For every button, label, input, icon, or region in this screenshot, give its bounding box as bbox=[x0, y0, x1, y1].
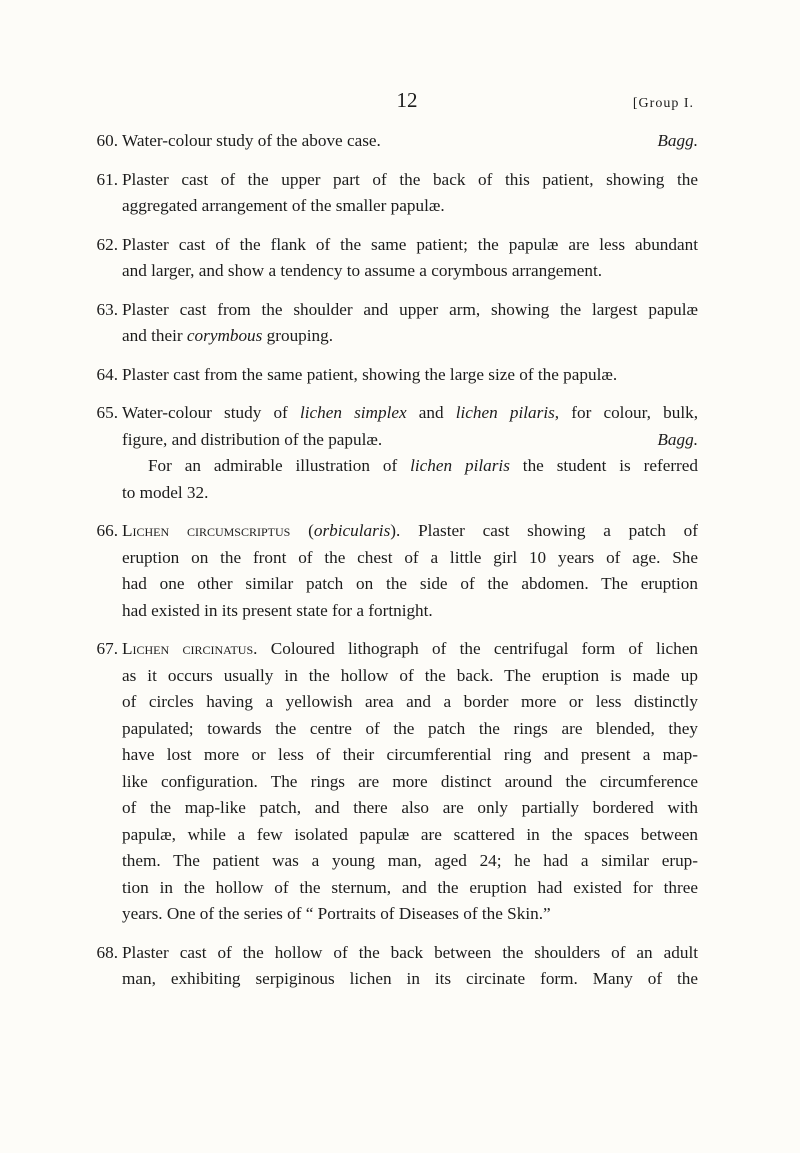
entry-line: and larger, and show a tendency to assume a corymbous arrangement. bbox=[122, 261, 603, 280]
catalogue-entry-65 bbox=[96, 400, 698, 506]
entry-line: Plaster cast of the flank of the same patient; the papulæ are less abundant bbox=[122, 234, 698, 254]
page-header bbox=[120, 86, 694, 116]
catalogue-entry-66 bbox=[96, 518, 698, 624]
entry-line bbox=[122, 636, 698, 663]
entry-line: have lost more or less of their circumferential ring and present a map- bbox=[122, 745, 698, 764]
entry-line: tion in the hollow of the sternum, and the eruption had existed for three bbox=[122, 877, 698, 897]
entry-text: Water-colour study of bbox=[122, 403, 300, 422]
entry-text: and bbox=[406, 403, 456, 422]
entry-text: Water-colour study of the above case. bbox=[122, 131, 381, 150]
entry-text: the student is referred bbox=[509, 456, 698, 475]
entry-line: them. The patient was a young man, aged 24; he had a similar erup- bbox=[122, 851, 698, 870]
entry-line: papulæ, while a few isolated papulæ are scattered in the spaces between bbox=[122, 824, 698, 844]
entry-number: 62. bbox=[96, 234, 118, 254]
entry-line bbox=[122, 323, 698, 350]
catalogue-entry-61 bbox=[96, 167, 698, 220]
catalogue-entry-68 bbox=[96, 940, 698, 993]
entry-line: had existed in its present state for a fortnight. bbox=[122, 600, 433, 620]
entry-line: man, exhibiting serpiginous lichen in its circinate form. Many of the bbox=[122, 969, 698, 988]
entry-line: papulated; towards the centre of the patch the rings are blended, they bbox=[122, 718, 698, 738]
entry-line: Plaster cast from the same patient, showing the large size of the papulæ. bbox=[122, 364, 618, 384]
page-number: 12 bbox=[396, 88, 418, 112]
entry-number: 60. bbox=[96, 131, 118, 150]
entry-number: 65. bbox=[96, 403, 118, 422]
entry-line: like configuration. The rings are more distinct around the circumference bbox=[122, 771, 698, 791]
entry-line: aggregated arrangement of the smaller papulæ. bbox=[122, 196, 445, 215]
catalogue-entry-67 bbox=[96, 636, 699, 928]
catalogue-text bbox=[96, 128, 699, 1005]
entry-text: figure, and distribution of the papulæ. bbox=[122, 429, 383, 449]
entry-number: 66. bbox=[96, 521, 118, 540]
entry-text: ( bbox=[290, 521, 314, 540]
entry-number: 64. bbox=[96, 364, 118, 384]
entry-number: 63. bbox=[96, 299, 118, 319]
italic-term: corymbous bbox=[186, 326, 263, 345]
catalogue-entry-60 bbox=[96, 128, 698, 155]
entry-line: had one other similar patch on the side of the abdomen. The eruption bbox=[122, 574, 698, 593]
artist-name: Bagg. bbox=[657, 131, 698, 150]
group-label: [Group I. bbox=[632, 96, 694, 111]
catalogue-entry-63 bbox=[96, 297, 698, 350]
italic-term: lichen pilaris bbox=[455, 403, 555, 422]
catalogue-entry-62 bbox=[96, 232, 698, 285]
entry-line: Plaster cast from the shoulder and upper arm, showing the largest papulæ bbox=[122, 299, 698, 319]
italic-term: orbicularis bbox=[313, 521, 391, 540]
entry-line: of circles having a yellowish area and a border more or less distinctly bbox=[122, 692, 698, 711]
entry-text: For an admirable illustration of bbox=[148, 456, 411, 475]
entry-line: eruption on the front of the chest of a little girl 10 years of age. She bbox=[122, 547, 698, 567]
entry-text: , for colour, bulk, bbox=[554, 403, 698, 422]
italic-term: lichen pilaris bbox=[410, 456, 510, 475]
entry-line bbox=[122, 400, 698, 427]
entry-number: 68. bbox=[96, 942, 118, 962]
entry-text: ). Plaster cast showing a patch of bbox=[390, 521, 698, 540]
entry-line: Plaster cast of the hollow of the back between the shoulders of an adult bbox=[122, 942, 698, 962]
entry-line: years. One of the series of “ Portraits of Diseases of the Skin.” bbox=[122, 904, 551, 923]
entry-line bbox=[122, 453, 698, 480]
entry-text: and their bbox=[122, 326, 187, 345]
entry-number: 61. bbox=[96, 169, 118, 189]
entry-line: as it occurs usually in the hollow of the back. The eruption is made up bbox=[122, 665, 698, 685]
entry-line bbox=[122, 128, 698, 155]
entry-line bbox=[122, 518, 698, 545]
entry-line: of the map-like patch, and there also are only partially bordered with bbox=[122, 798, 698, 817]
entry-text: grouping. bbox=[262, 326, 334, 345]
entry-line bbox=[122, 427, 698, 454]
entry-line: Plaster cast of the upper part of the back of this patient, showing the bbox=[122, 169, 698, 189]
entry-heading: Lichen circinatus bbox=[122, 639, 254, 658]
entry-heading: Lichen circumscriptus bbox=[122, 521, 291, 540]
entry-line: to model 32. bbox=[122, 482, 209, 502]
catalogue-entry-64 bbox=[96, 362, 698, 389]
italic-term: lichen simplex bbox=[299, 403, 407, 422]
entry-text: . Coloured lithograph of the centrifugal form of lichen bbox=[253, 639, 699, 658]
entry-number: 67. bbox=[96, 639, 118, 658]
artist-name: Bagg. bbox=[657, 429, 698, 449]
